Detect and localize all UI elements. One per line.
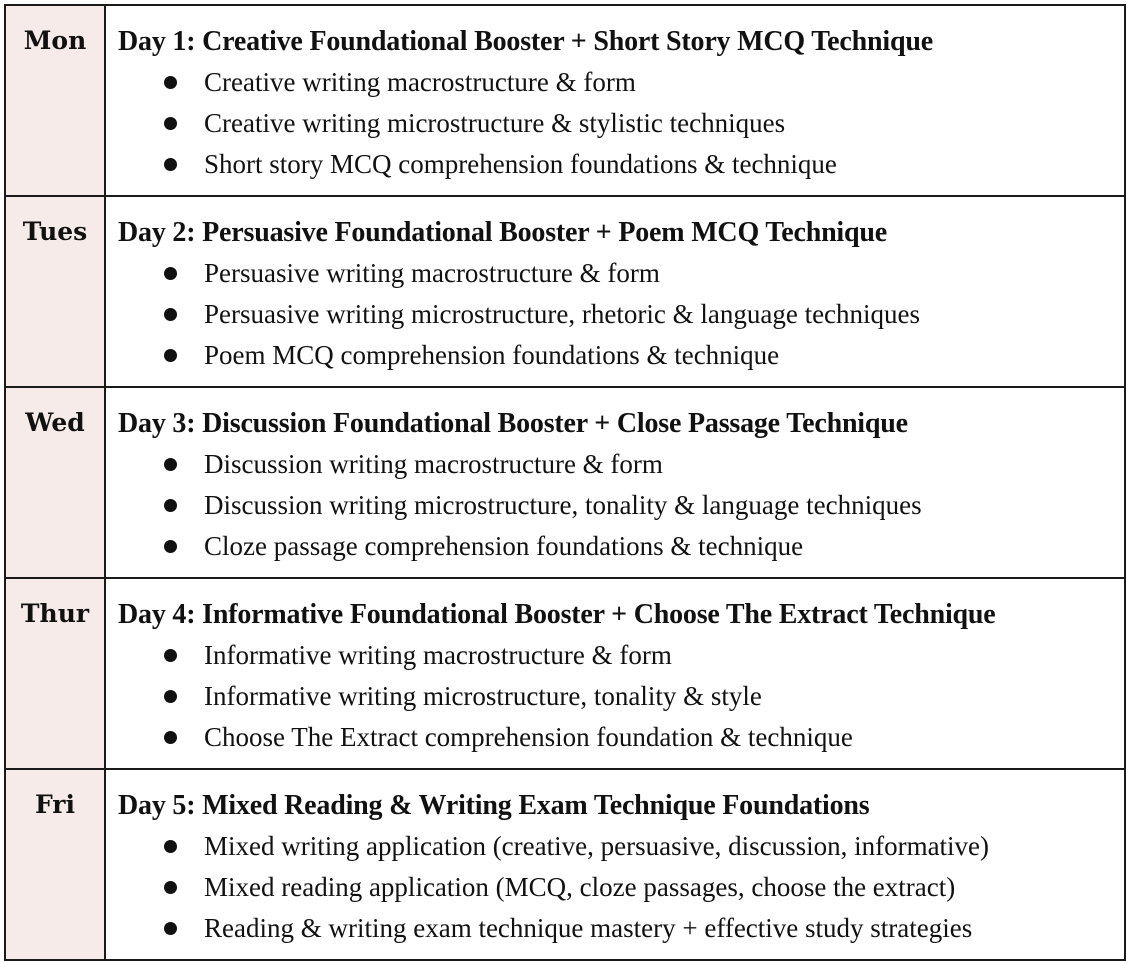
schedule-row-thur [5,578,1125,769]
topic-list [118,635,1114,758]
bullet-icon [164,731,177,744]
day-label: Thur [5,578,105,769]
day-title: Day 2: Persuasive Foundational Booster + Poem MCQ Technique [118,217,887,248]
bullet-icon [164,349,177,362]
day-title: Day 3: Discussion Foundational Booster + Close Passage Technique [118,408,908,439]
list-item [164,335,1114,376]
bullet-icon [164,158,177,171]
topic-list [118,826,1114,949]
day-title: Day 1: Creative Foundational Booster + Short Story MCQ Technique [118,26,933,57]
list-item [164,826,1114,867]
day-label: Mon [5,5,105,196]
topic-text: Short story MCQ comprehension foundations & technique [204,149,837,179]
day-title: Day 4: Informative Foundational Booster + Choose The Extract Technique [118,599,996,630]
list-item [164,908,1114,949]
topic-text: Discussion writing microstructure, tonality & language techniques [204,490,922,520]
list-item [164,144,1114,185]
schedule-row-fri [5,769,1125,960]
list-item [164,867,1114,908]
day-content [105,387,1125,578]
list-item [164,444,1114,485]
topic-text: Informative writing microstructure, tonality & style [204,681,762,711]
topic-text: Cloze passage comprehension foundations & technique [204,531,804,561]
bullet-icon [164,76,177,89]
day-content [105,578,1125,769]
topic-text: Creative writing microstructure & stylistic techniques [204,108,786,138]
day-label: Wed [5,387,105,578]
list-item [164,676,1114,717]
topic-text: Creative writing macrostructure & form [204,67,636,97]
day-label: Fri [5,769,105,960]
list-item [164,526,1114,567]
topic-text: Persuasive writing macrostructure & form [204,258,660,288]
list-item [164,103,1114,144]
list-item [164,717,1114,758]
list-item [164,635,1114,676]
list-item [164,294,1114,335]
schedule-row-wed [5,387,1125,578]
bullet-icon [164,649,177,662]
bullet-icon [164,690,177,703]
day-content [105,5,1125,196]
day-label: Tues [5,196,105,387]
topic-text: Reading & writing exam technique mastery + effective study strategies [204,913,973,943]
bullet-icon [164,499,177,512]
day-title: Day 5: Mixed Reading & Writing Exam Technique Foundations [118,790,870,821]
bullet-icon [164,840,177,853]
bullet-icon [164,267,177,280]
topic-text: Poem MCQ comprehension foundations & technique [204,340,780,370]
bullet-icon [164,881,177,894]
topic-text: Choose The Extract comprehension foundation & technique [204,722,853,752]
schedule-row-tues [5,196,1125,387]
bullet-icon [164,922,177,935]
topic-text: Mixed reading application (MCQ, cloze passages, choose the extract) [204,872,956,902]
day-content [105,769,1125,960]
list-item [164,62,1114,103]
schedule-row-mon [5,5,1125,196]
topic-list [118,253,1114,376]
topic-list [118,444,1114,567]
bullet-icon [164,308,177,321]
bullet-icon [164,540,177,553]
bullet-icon [164,458,177,471]
bullet-icon [164,117,177,130]
schedule-table [4,4,1126,961]
topic-text: Persuasive writing microstructure, rhetoric & language techniques [204,299,921,329]
day-content [105,196,1125,387]
topic-list [118,62,1114,185]
topic-text: Discussion writing macrostructure & form [204,449,663,479]
topic-text: Informative writing macrostructure & form [204,640,672,670]
list-item [164,253,1114,294]
list-item [164,485,1114,526]
topic-text: Mixed writing application (creative, persuasive, discussion, informative) [204,831,990,861]
